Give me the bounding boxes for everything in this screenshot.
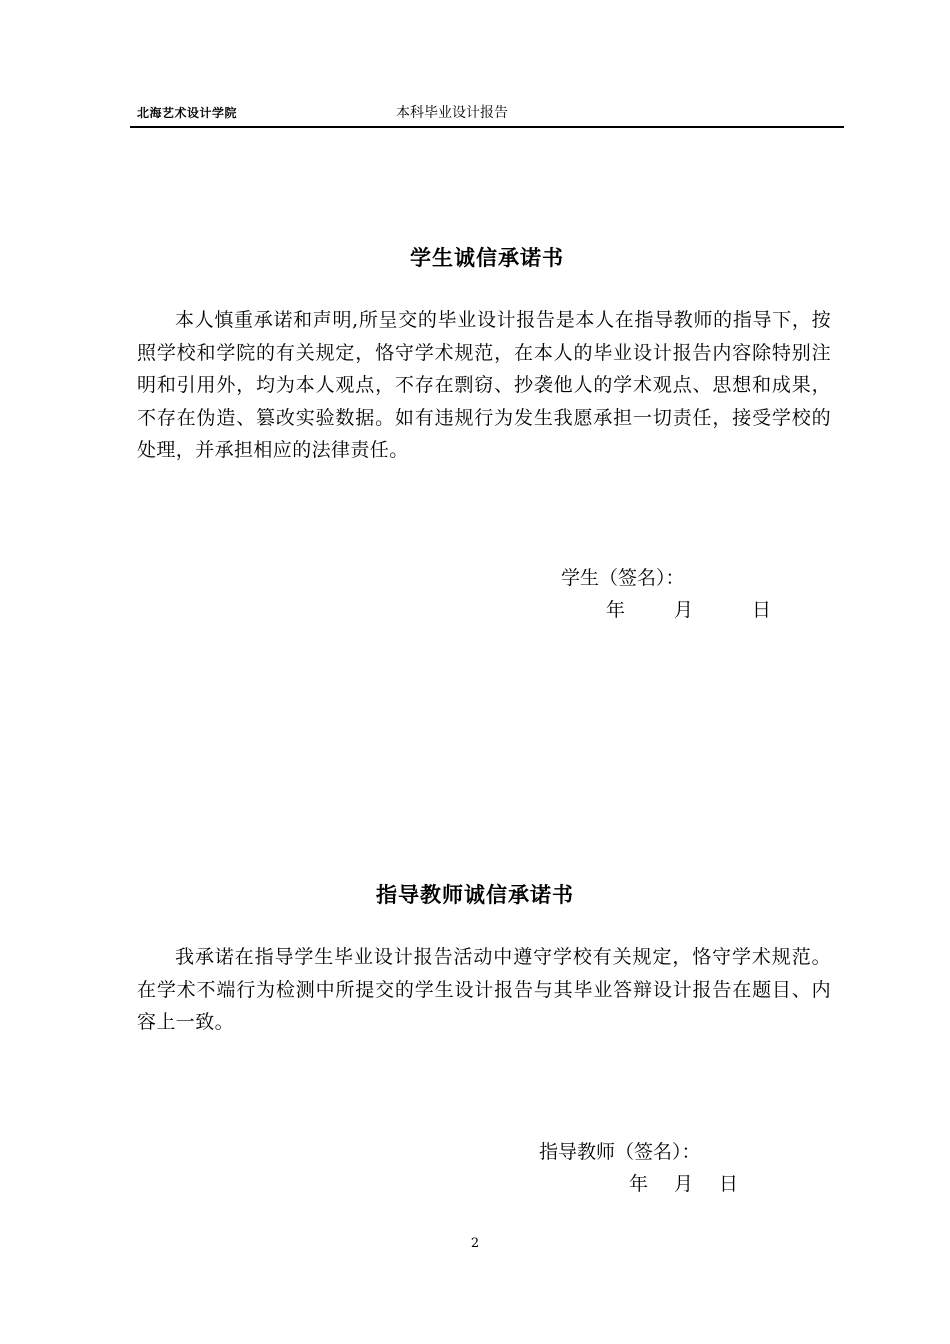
teacher-signature-date: [629, 1169, 779, 1195]
student-date-year: 年: [606, 599, 626, 621]
teacher-date-day: 日: [719, 1173, 739, 1195]
teacher-pledge-body: 我承诺在指导学生毕业设计报告活动中遵守学校有关规定，恪守学术规范。在学术不端行为检测中所提交的学生设计报告与其毕业答辩设计报告在题目、内容上一致。: [137, 946, 831, 1033]
document-type: 本科毕业设计报告: [396, 105, 508, 121]
student-date-month: 月: [674, 599, 694, 621]
student-pledge-title: 学生诚信承诺书: [410, 246, 564, 270]
student-pledge-body: 本人慎重承诺和声明,所呈交的毕业设计报告是本人在指导教师的指导下，按照学校和学院的有关规定，恪守学术规范，在本人的毕业设计报告内容除特别注明和引用外，均为本人观点，不存在剽窃、抄袭他人的学术观点、思想和成果，不存在伪造、篡改实验数据。如有违规行为发生我愿承担一切责任，接受学校的处理，并承担相应的法律责任。: [137, 309, 831, 461]
page-header: [130, 100, 844, 128]
page-number: 2: [470, 1236, 480, 1251]
teacher-date-year: 年: [629, 1173, 649, 1195]
school-name: 北海艺术设计学院: [137, 106, 238, 120]
teacher-pledge-title: 指导教师诚信承诺书: [376, 883, 574, 907]
student-signature-label: 学生（签名）：: [561, 567, 685, 589]
teacher-date-month: 月: [674, 1173, 694, 1195]
student-signature-date: [606, 595, 806, 621]
student-date-day: 日: [752, 599, 772, 621]
teacher-signature-label: 指导教师（签名）：: [539, 1141, 701, 1163]
